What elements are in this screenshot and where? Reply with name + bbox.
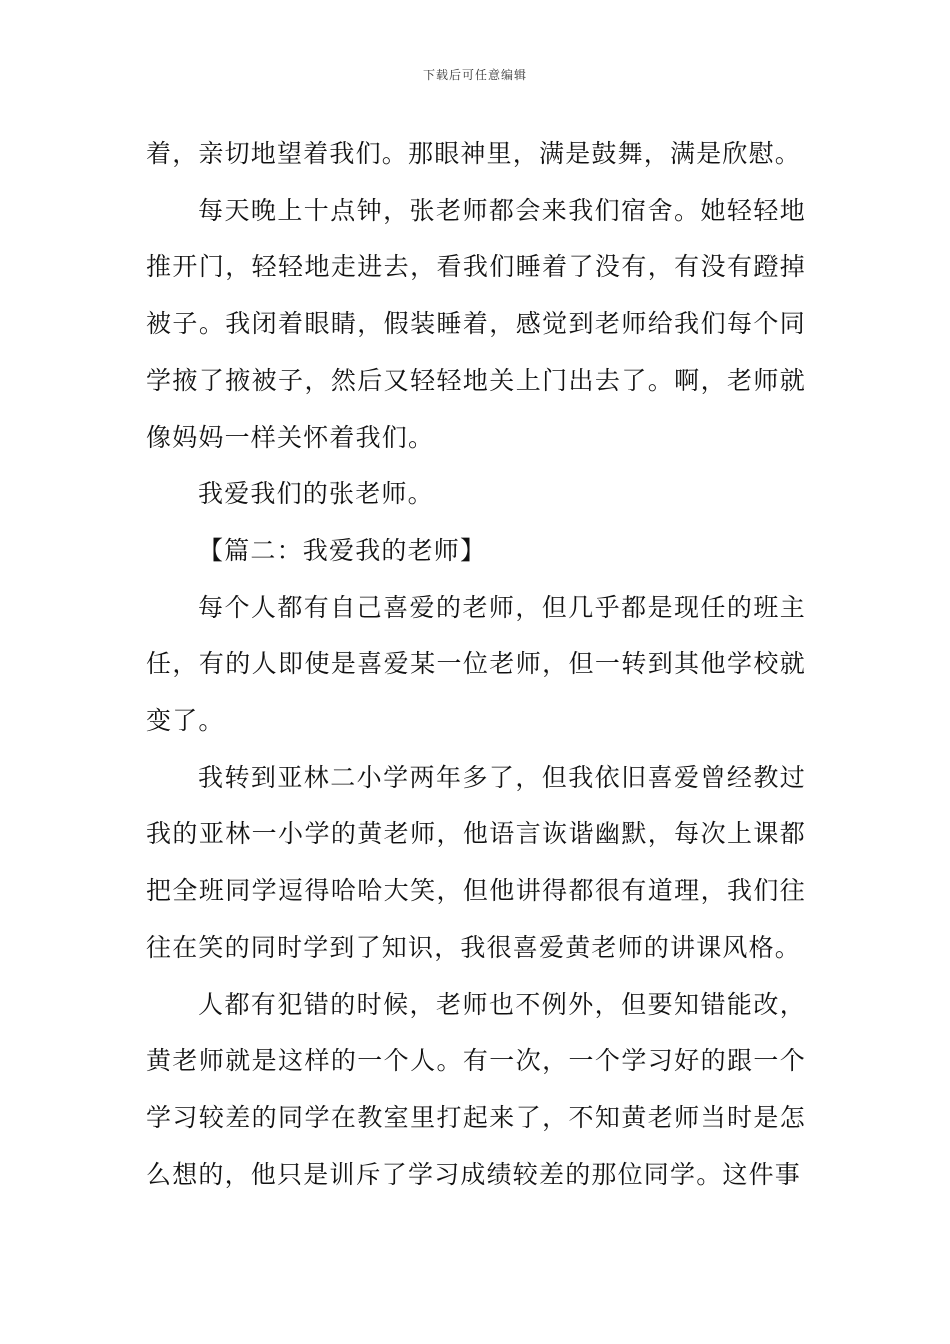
section-heading: 【篇二：我爱我的老师】	[198, 535, 487, 565]
paragraph-teacher-huang: 我转到亚林二小学两年多了，但我依旧喜爱曾经教过我的亚林一小学的黄老师，他语言诙谐幽默，每次上课都把全班同学逗得哈哈大笑，但他讲得都很有道理，我们往往在笑的同时学到了知识，我很喜爱黄老师的讲课风格。	[146, 762, 806, 962]
paragraph-teacher-zhang-visits: 每天晚上十点钟，张老师都会来我们宿舍。她轻轻地推开门，轻轻地走进去，看我们睡着了没有，有没有蹬掉被子。我闭着眼睛，假装睡着，感觉到老师给我们每个同学掖了掖被子，然后又轻轻地关上门出去了。啊，老师就像妈妈一样关怀着我们。	[146, 195, 806, 452]
paragraph-continuation: 着，亲切地望着我们。那眼神里，满是鼓舞，满是欣慰。	[146, 139, 802, 168]
paragraph-mistake-story: 人都有犯错的时候，老师也不例外，但要知错能改，黄老师就是这样的一个人。有一次，一个学习好的跟一个学习较差的同学在教室里打起来了，不知黄老师当时是怎么想的，他只是训斥了学习成绩较差的那位同学。这件事	[146, 989, 806, 1189]
document-body	[146, 126, 806, 1203]
page-header: 下载后可任意编辑	[422, 68, 527, 82]
paragraph-favorite-teacher: 每个人都有自己喜爱的老师，但几乎都是现任的班主任，有的人即使是喜爱某一位老师，但一转到其他学校就变了。	[146, 592, 806, 736]
paragraph-love-teacher-zhang: 我爱我们的张老师。	[198, 479, 434, 509]
